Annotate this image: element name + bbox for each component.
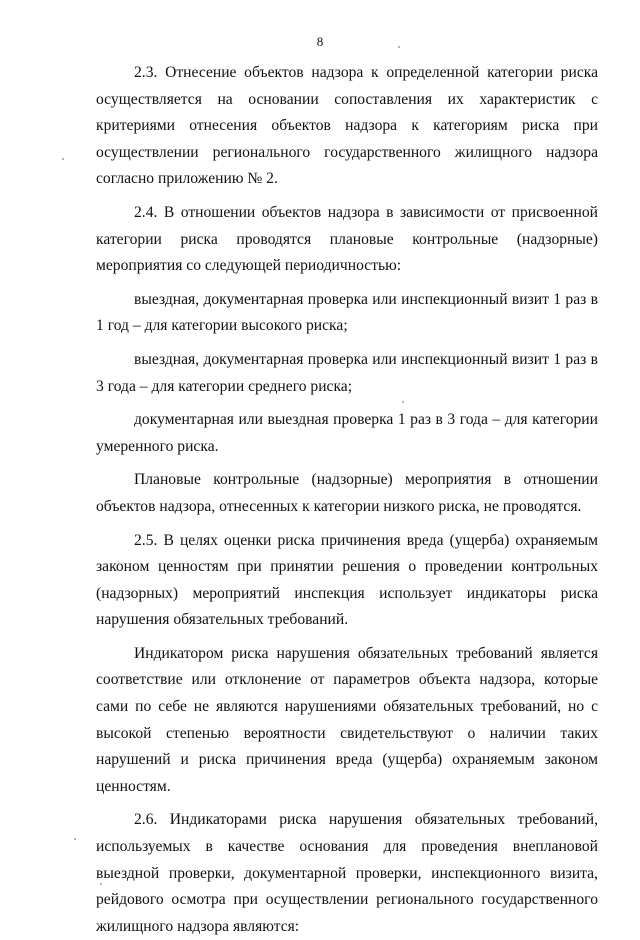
list-item-high-risk: выездная, документарная проверка или инспекционный визит 1 раз в 1 год – для категории высокого риска; — [96, 290, 598, 335]
paragraph-2-6: 2.6. Индикаторами риска нарушения обязательных требований, используемых в качестве основания для проведения внеплановой выездной проверки, документарной проверки, инспекционного визита, рейдового осмотра при осуществлении регионального государственного жилищного надзора являются: — [96, 811, 598, 935]
paragraph-2-3: 2.3. Отнесение объектов надзора к определенной категории риска осуществляется на основании сопоставления их характеристик с критериями отнесения объектов надзора к категориям риска при осуществлении регионального государственного жилищного надзора согласно приложению № 2. — [96, 64, 598, 188]
scan-speck — [100, 883, 102, 885]
page-number: 8 — [316, 34, 324, 49]
list-item-medium-risk: выездная, документарная проверка или инспекционный визит 1 раз в 3 года – для категории среднего риска; — [96, 350, 598, 395]
scan-speck — [402, 401, 404, 403]
paragraph-risk-indicator-definition: Индикатором риска нарушения обязательных требований является соответствие или отклонение от параметров объекта надзора, которые сами по себе не являются нарушениями обязательных требований, но с высокой степенью вероятности свидетельствуют о наличии таких нарушений и риска причинения вреда (ущерба) охраняемым законом ценностям. — [96, 644, 598, 795]
document-body — [96, 60, 598, 940]
scan-speck — [74, 838, 76, 840]
scan-speck — [398, 46, 400, 48]
scan-speck — [62, 158, 64, 160]
paragraph-low-risk: Плановые контрольные (надзорные) мероприятия в отношении объектов надзора, отнесенных к категории низкого риска, не проводятся. — [96, 471, 598, 515]
paragraph-2-4: 2.4. В отношении объектов надзора в зависимости от присвоенной категории риска проводятся плановые контрольные (надзорные) мероприятия со следующей периодичностью: — [96, 203, 598, 275]
paragraph-2-5: 2.5. В целях оценки риска причинения вреда (ущерба) охраняемым законом ценностям при принятии решения о проведении контрольных (надзорных) мероприятий инспекция использует индикаторы риска нарушения обязательных требований. — [96, 531, 598, 629]
list-item-moderate-risk: документарная или выездная проверка 1 раз в 3 года – для категории умеренного риска. — [96, 411, 598, 455]
